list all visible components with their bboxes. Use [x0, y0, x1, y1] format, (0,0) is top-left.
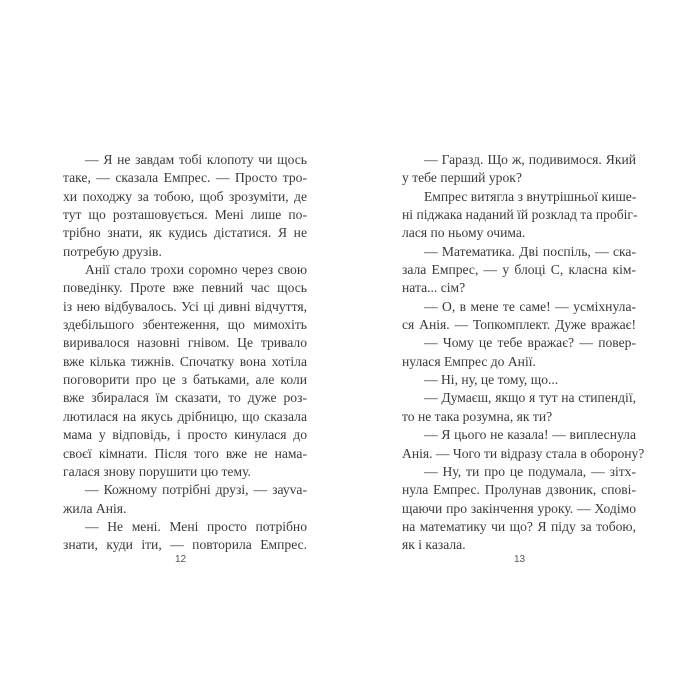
text-line: поведінку. Проте вже певний час щось [63, 280, 307, 296]
text-line: здебільшого збентеження, що мимохіть [63, 317, 307, 333]
text-line: лася по ньому очима. [402, 225, 526, 241]
text-line: виривалося назовні гнівом. Це тривало [63, 335, 307, 351]
text-line: мама у відповідь, і просто кинулася до [63, 427, 307, 443]
text-line: таке, — сказала Емпрес. — Просто тро- [63, 170, 307, 186]
text-line: на математику чи що? Я піду за тобою, [402, 518, 636, 534]
text-line: щаючи про закінчення уроку. — Ходімо [402, 500, 636, 516]
page-text [402, 151, 645, 555]
text-line: зала Емпрес, — у блоці С, класна кім- [402, 262, 636, 278]
text-line: — Чому це тебе вражає? — повер- [424, 335, 636, 351]
page-number: 12 [175, 554, 187, 565]
text-line: — Думаєш, якщо я тут на стипендії, [424, 390, 636, 406]
text-line: Анія. — Чого ти відразу стала в оборону? [402, 445, 645, 461]
text-line: хи походжу за тобою, щоб зрозуміти, де [63, 188, 307, 204]
text-line: жила Анія. [63, 500, 127, 516]
text-line: як і казала. [402, 537, 466, 553]
text-line: знати, куди іти, — повторила Емпрес. [63, 537, 307, 553]
text-line: ся Анія. — Топкомплект. Дуже вражає! [402, 317, 636, 333]
text-line: — О, в мене те саме! — усміхнула- [424, 298, 636, 314]
text-line: поговорити про це з батьками, але коли [63, 372, 307, 388]
text-line: вже кілька тижнів. Спочатку вона хотіла [63, 353, 307, 369]
text-line: — Гаразд. Що ж, подивимося. Який [424, 152, 636, 167]
text-line: — Я цього не казала! — виплеснула [424, 427, 636, 443]
text-line: тут що розташовується. Мені лише по- [63, 207, 307, 223]
right-page [350, 0, 700, 700]
text-line: із нею відбувалось. Усі ці дивні відчуття, [63, 298, 307, 314]
text-line: — Не мені. Мені просто потрібно [85, 518, 307, 534]
text-line: — Ні, ну, це тому, що... [424, 372, 559, 388]
text-line: галася знову порушити цю тему. [63, 463, 251, 479]
text-line: нулася Емпрес до Анії. [402, 353, 536, 369]
text-line: Емпрес витягла з внутрішньої кише- [424, 188, 637, 204]
text-line: потребую друзів. [63, 243, 162, 259]
text-line: нула Емпрес. Пролунав дзвоник, сповi- [402, 482, 636, 498]
text-line: — Я не завдам тобі клопоту чи щось [85, 152, 307, 167]
text-line: трібно знати, як кудись дістатися. Я не [63, 225, 307, 241]
text-line: то не така розумна, як ти? [402, 408, 553, 424]
page-text [63, 151, 307, 555]
text-line: вже збиралася їм сказати, то дуже роз- [63, 390, 307, 406]
text-line: — Математика. Дві поспіль, — ска- [424, 243, 636, 259]
text-line: у тебе перший урок? [402, 170, 522, 186]
page-number: 13 [514, 554, 526, 565]
text-line: лютилася на якусь дрібницю, що сказала [63, 408, 307, 424]
text-line: ні піджака наданий їй розклад та пробіг- [402, 207, 638, 223]
text-line: — Кожному потрібні друзі, — зауva- [85, 482, 307, 498]
text-line: Анії стало трохи соромно через свою [85, 262, 307, 278]
text-line: своєї кімнати. Після того вже не нама- [63, 445, 307, 461]
text-line: ната... сім? [402, 280, 466, 296]
text-line: — Ну, ти про це подумала, — зітх- [424, 463, 636, 479]
